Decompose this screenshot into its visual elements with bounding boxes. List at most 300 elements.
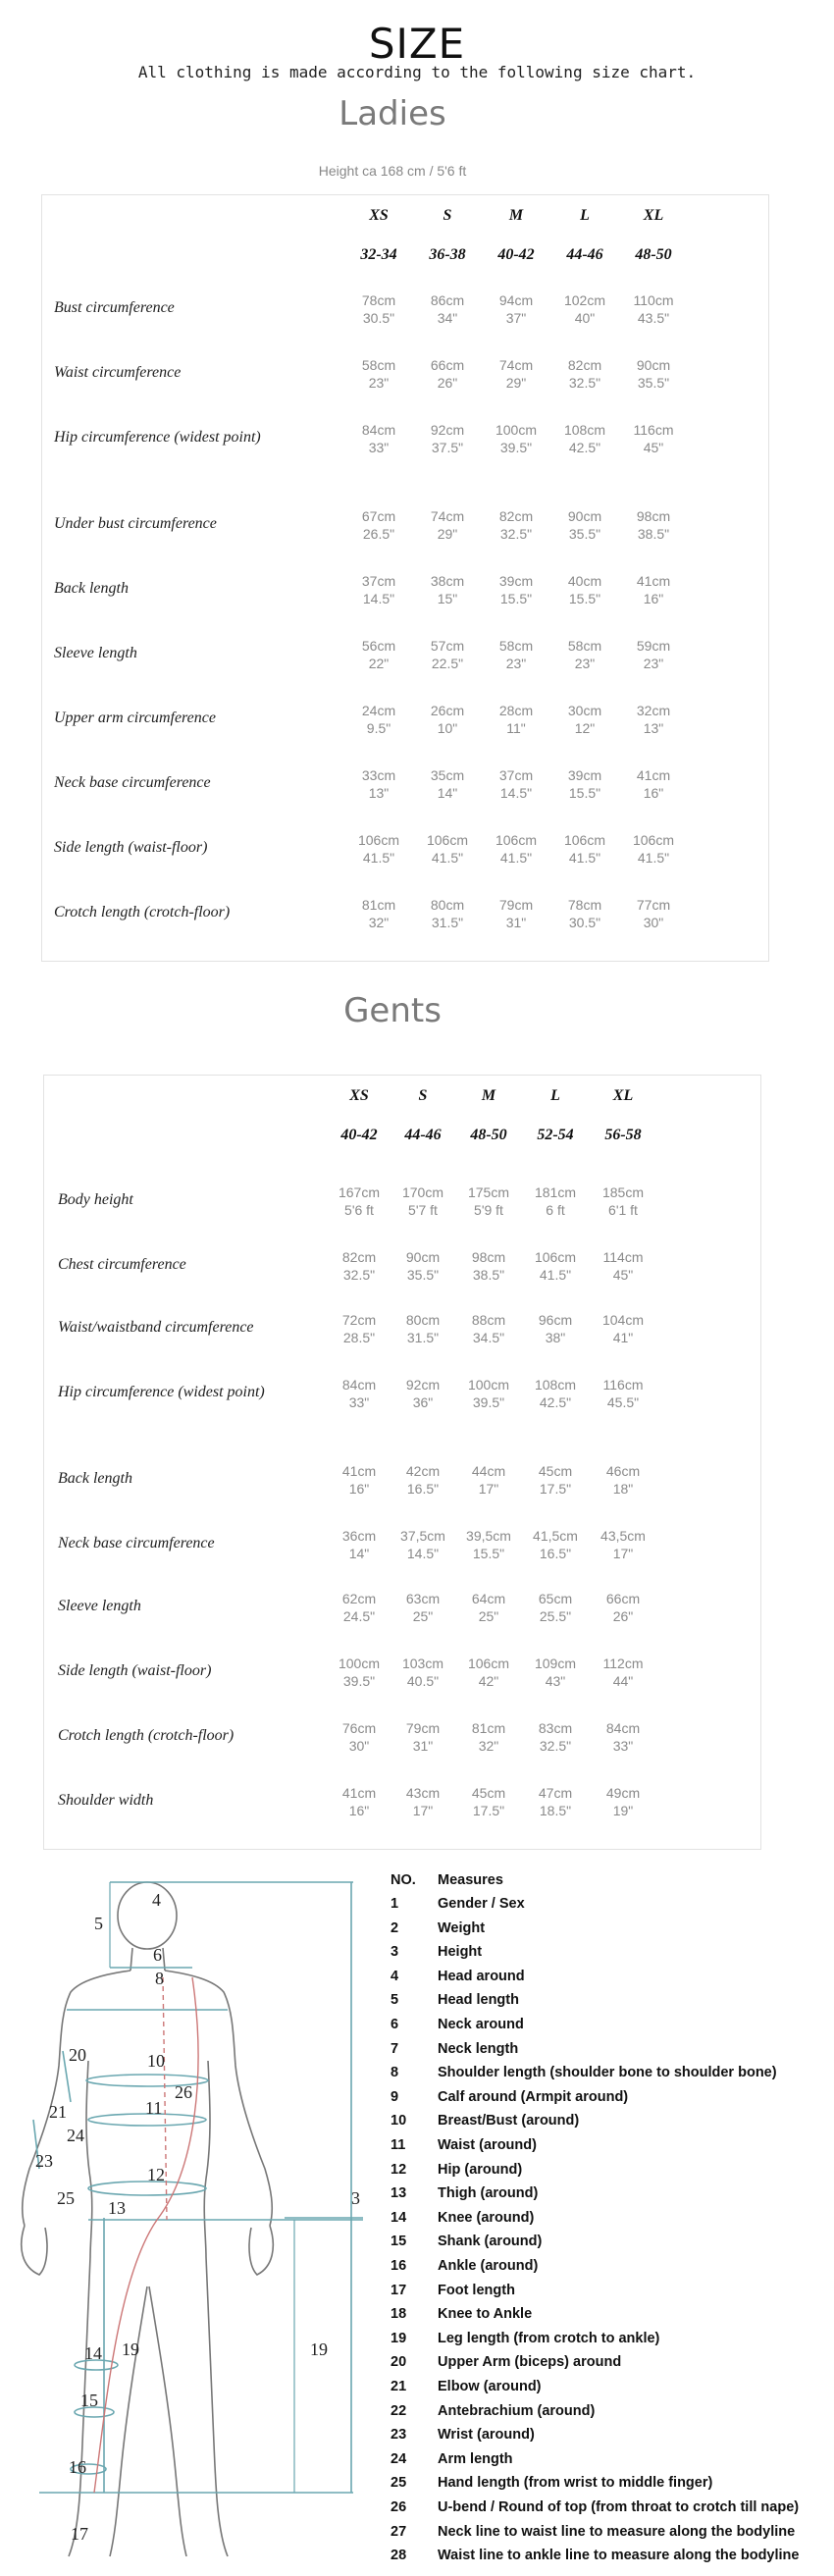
gents-cell-in: 39.5" [472, 1394, 505, 1410]
ladies-cell [614, 507, 693, 543]
gents-cell-cm: 36cm [341, 1528, 377, 1544]
measure-item-no: 4 [391, 1968, 399, 1984]
gents-size-number-xs: 40-42 [340, 1127, 378, 1143]
figure-label-14: 14 [84, 2343, 102, 2363]
ladies-cell [477, 896, 555, 931]
ladies-cell [614, 291, 693, 327]
gents-cell-in: 26" [612, 1608, 634, 1624]
ladies-cell-in: 15.5" [568, 591, 601, 606]
ladies-cell-cm: 30cm [567, 703, 602, 718]
ladies-cell-cm: 94cm [498, 292, 534, 308]
gents-cell-in: 5'6 ft [344, 1202, 374, 1218]
gents-title: Gents [343, 991, 442, 1030]
ladies-cell-in: 41.5" [499, 850, 533, 866]
gents-cell-in: 19" [612, 1803, 634, 1818]
gents-cell-cm: 79cm [405, 1720, 441, 1736]
ladies-row-label: Upper arm circumference [54, 710, 216, 726]
gents-size-s: S [418, 1087, 428, 1104]
ladies-cell [408, 507, 487, 543]
ladies-cell-cm: 74cm [498, 357, 534, 373]
ladies-cell-cm: 90cm [636, 357, 671, 373]
measure-item-no: 8 [391, 2065, 399, 2081]
ladies-cell [408, 831, 487, 867]
gents-cell-cm: 106cm [467, 1656, 510, 1671]
gents-cell-in: 24.5" [342, 1608, 376, 1624]
ladies-cell-in: 26.5" [362, 526, 395, 542]
ladies-cell [477, 702, 555, 737]
ladies-cell [339, 572, 418, 607]
ladies-size-number-s: 36-38 [429, 246, 466, 263]
ladies-cell [477, 356, 555, 392]
gents-cell-in: 40.5" [406, 1673, 440, 1689]
ladies-cell-cm: 57cm [430, 638, 465, 654]
ladies-cell-in: 43.5" [637, 310, 670, 326]
ladies-cell-cm: 82cm [498, 508, 534, 524]
measure-item-no: 21 [391, 2379, 407, 2394]
gents-row-label: Waist/waistband circumference [58, 1319, 254, 1336]
ladies-cell-in: 41.5" [431, 850, 464, 866]
ladies-cell-in: 41.5" [568, 850, 601, 866]
measure-item-no: 16 [391, 2258, 407, 2274]
measure-item-no: 7 [391, 2040, 399, 2057]
gents-cell-in: 35.5" [406, 1267, 440, 1283]
ladies-cell [614, 702, 693, 737]
gents-cell-in: 17.5" [472, 1803, 505, 1818]
measure-item-name: Arm length [438, 2450, 513, 2467]
measure-item-no: 23 [391, 2427, 407, 2444]
ladies-cell-cm: 78cm [361, 292, 396, 308]
measure-item-name: Neck around [438, 2017, 524, 2032]
ladies-cell-cm: 106cm [426, 832, 469, 848]
measure-item-no: 14 [391, 2209, 407, 2226]
ladies-cell-cm: 28cm [498, 703, 534, 718]
body-outline-diagram [0, 1855, 373, 2571]
gents-cell-cm: 98cm [471, 1249, 506, 1265]
gents-size-xl: XL [612, 1087, 634, 1104]
ladies-cell-in: 12" [574, 720, 596, 736]
measure-item-name: Ankle (around) [438, 2258, 539, 2274]
gents-cell-cm: 63cm [405, 1591, 441, 1606]
gents-size-l: L [550, 1087, 560, 1104]
ladies-row-label: Under bust circumference [54, 515, 217, 532]
gents-cell-cm: 116cm [602, 1377, 644, 1393]
ladies-cell-in: 30.5" [568, 915, 601, 930]
ladies-size-number-m: 40-42 [497, 246, 535, 263]
ladies-cell-in: 32.5" [568, 375, 601, 391]
ladies-size-s: S [443, 207, 452, 224]
ladies-cell [408, 766, 487, 802]
gents-cell [516, 1462, 595, 1498]
gents-cell-cm: 66cm [605, 1591, 641, 1606]
gents-cell-cm: 62cm [341, 1591, 377, 1606]
gents-size-m: M [481, 1087, 496, 1104]
gents-cell-in: 38.5" [472, 1267, 505, 1283]
measure-item-name: Head around [438, 1968, 525, 1984]
ladies-cell [614, 356, 693, 392]
gents-cell-in: 18" [612, 1481, 634, 1497]
gents-cell-cm: 181cm [534, 1184, 577, 1200]
ladies-cell-in: 35.5" [637, 375, 670, 391]
ladies-cell-cm: 90cm [567, 508, 602, 524]
figure-label-20: 20 [69, 2045, 86, 2065]
gents-cell [584, 1183, 662, 1219]
ladies-cell-cm: 66cm [430, 357, 465, 373]
ladies-cell-in: 26" [437, 375, 458, 391]
gents-cell-in: 42.5" [539, 1394, 572, 1410]
ladies-cell [546, 702, 624, 737]
gents-cell [516, 1183, 595, 1219]
measure-item-no: 27 [391, 2523, 407, 2540]
ladies-cell-in: 9.5" [366, 720, 391, 736]
gents-cell-cm: 41cm [341, 1785, 377, 1801]
gents-cell-in: 16" [348, 1481, 370, 1497]
gents-cell-cm: 112cm [602, 1656, 644, 1671]
ladies-cell [614, 896, 693, 931]
figure-label-19-left: 19 [122, 2339, 139, 2359]
ladies-cell-cm: 116cm [633, 422, 674, 438]
ladies-row-label: Sleeve length [54, 645, 137, 661]
ladies-cell-in: 38.5" [637, 526, 670, 542]
ladies-cell-in: 42.5" [568, 440, 601, 455]
ladies-cell-cm: 92cm [430, 422, 465, 438]
gents-size-number-l: 52-54 [537, 1127, 574, 1143]
ladies-cell [614, 637, 693, 672]
ladies-cell [546, 572, 624, 607]
ladies-row-label: Crotch length (crotch-floor) [54, 904, 231, 920]
ladies-row-label: Neck base circumference [54, 774, 211, 791]
ladies-row-label: Bust circumference [54, 299, 175, 316]
ladies-cell [614, 831, 693, 867]
gents-cell-cm: 114cm [602, 1249, 644, 1265]
figure-label-12: 12 [147, 2165, 165, 2184]
ladies-cell-in: 16" [643, 785, 664, 801]
gents-cell-in: 36" [412, 1394, 434, 1410]
measure-item-name: Waist (around) [438, 2137, 537, 2153]
gents-cell-in: 15.5" [472, 1546, 505, 1561]
gents-cell-cm: 170cm [401, 1184, 444, 1200]
measure-item-name: Knee to Ankle [438, 2306, 533, 2323]
gents-cell-cm: 47cm [538, 1785, 573, 1801]
gents-cell-cm: 65cm [538, 1591, 573, 1606]
measure-item-no: 12 [391, 2161, 407, 2178]
ladies-cell-in: 23" [574, 656, 596, 671]
ladies-cell [477, 766, 555, 802]
gents-cell-cm: 42cm [405, 1463, 441, 1479]
measure-item-name: Neck length [438, 2040, 519, 2057]
gents-cell-cm: 43,5cm [600, 1528, 646, 1544]
gents-cell-in: 25" [478, 1608, 499, 1624]
ladies-cell-cm: 86cm [430, 292, 465, 308]
ladies-cell-cm: 106cm [563, 832, 606, 848]
gents-cell [584, 1590, 662, 1625]
figure-label-4: 4 [152, 1890, 161, 1910]
gents-cell-cm: 96cm [538, 1312, 573, 1328]
gents-cell-cm: 100cm [338, 1656, 381, 1671]
ladies-cell-cm: 102cm [563, 292, 606, 308]
ladies-cell [408, 896, 487, 931]
ladies-cell-cm: 79cm [498, 897, 534, 913]
gents-cell-in: 17" [412, 1803, 434, 1818]
ladies-cell [408, 637, 487, 672]
gents-cell-cm: 185cm [601, 1184, 645, 1200]
measure-item-no: 26 [391, 2499, 407, 2515]
gents-cell [516, 1719, 595, 1755]
ladies-cell-cm: 35cm [430, 767, 465, 783]
gents-cell-in: 32.5" [539, 1738, 572, 1754]
gents-cell-in: 14.5" [406, 1546, 440, 1561]
ladies-size-xl: XL [643, 207, 664, 224]
gents-row-label: Crotch length (crotch-floor) [58, 1727, 235, 1744]
gents-cell-cm: 108cm [534, 1377, 577, 1393]
ladies-cell-cm: 32cm [636, 703, 671, 718]
gents-cell-in: 45" [612, 1267, 634, 1283]
ladies-cell [477, 572, 555, 607]
ladies-cell-cm: 80cm [430, 897, 465, 913]
ladies-cell-in: 31" [505, 915, 527, 930]
ladies-cell [339, 507, 418, 543]
ladies-cell-in: 35.5" [568, 526, 601, 542]
ladies-cell-cm: 26cm [430, 703, 465, 718]
measure-item-name: Upper Arm (biceps) around [438, 2354, 622, 2371]
ladies-cell [408, 356, 487, 392]
gents-cell-in: 14" [348, 1546, 370, 1561]
ladies-row-label: Waist circumference [54, 364, 182, 381]
gents-cell-cm: 76cm [341, 1720, 377, 1736]
ladies-cell-cm: 41cm [636, 573, 671, 589]
gents-cell-in: 25.5" [539, 1608, 572, 1624]
gents-cell [584, 1376, 662, 1411]
ladies-cell-in: 45" [643, 440, 664, 455]
ladies-cell-in: 14.5" [499, 785, 533, 801]
gents-cell-cm: 167cm [338, 1184, 381, 1200]
ladies-cell [339, 766, 418, 802]
measure-item-no: 22 [391, 2402, 407, 2419]
measure-item-no: 24 [391, 2450, 407, 2467]
figure-label-25: 25 [57, 2188, 75, 2208]
measure-item-no: 9 [391, 2088, 399, 2105]
ladies-cell-in: 15.5" [499, 591, 533, 606]
figure-label-11: 11 [145, 2098, 163, 2118]
ladies-cell-cm: 106cm [632, 832, 675, 848]
measure-item-no: 25 [391, 2475, 407, 2492]
ladies-cell [546, 896, 624, 931]
ladies-cell-in: 41.5" [637, 850, 670, 866]
measure-item-name: Height [438, 1944, 483, 1961]
measure-item-name: Elbow (around) [438, 2379, 542, 2394]
ladies-cell [339, 896, 418, 931]
gents-cell-cm: 84cm [605, 1720, 641, 1736]
measure-item-name: Foot length [438, 2282, 515, 2298]
page-title: SIZE [368, 20, 466, 68]
gents-row-label: Hip circumference (widest point) [58, 1384, 265, 1400]
gents-cell-cm: 37,5cm [400, 1528, 445, 1544]
ladies-cell-cm: 67cm [361, 508, 396, 524]
ladies-cell-cm: 74cm [430, 508, 465, 524]
gents-cell-cm: 175cm [467, 1184, 510, 1200]
ladies-cell-in: 10" [437, 720, 458, 736]
page-subtitle: All clothing is made according to the following size chart. [137, 63, 697, 81]
gents-cell [584, 1462, 662, 1498]
gents-cell-cm: 44cm [471, 1463, 506, 1479]
gents-cell [516, 1311, 595, 1346]
gents-cell [584, 1784, 662, 1819]
ladies-cell-cm: 82cm [567, 357, 602, 373]
gents-cell-cm: 49cm [605, 1785, 641, 1801]
gents-cell [516, 1376, 595, 1411]
ladies-cell-cm: 58cm [567, 638, 602, 654]
ladies-cell [477, 831, 555, 867]
measure-item-no: 19 [391, 2330, 407, 2346]
ladies-cell-cm: 108cm [563, 422, 606, 438]
figure-label-19-right: 19 [310, 2339, 328, 2359]
ladies-cell-in: 32" [368, 915, 390, 930]
ladies-cell-cm: 106cm [495, 832, 538, 848]
gents-cell-in: 41" [612, 1330, 634, 1345]
ladies-cell [546, 291, 624, 327]
gents-cell-cm: 84cm [341, 1377, 377, 1393]
gents-cell-in: 6 ft [546, 1202, 565, 1218]
gents-cell-in: 41.5" [539, 1267, 572, 1283]
gents-cell-cm: 88cm [471, 1312, 506, 1328]
ladies-cell-in: 33" [368, 440, 390, 455]
gents-cell-in: 5'7 ft [408, 1202, 438, 1218]
ladies-cell [408, 572, 487, 607]
ladies-height-note: Height ca 168 cm / 5'6 ft [318, 163, 467, 179]
ladies-cell-cm: 84cm [361, 422, 396, 438]
gents-cell-cm: 46cm [605, 1463, 641, 1479]
measure-item-name: U-bend / Round of top (from throat to crotch till nape) [438, 2499, 800, 2515]
gents-size-number-s: 44-46 [404, 1127, 442, 1143]
ladies-cell-cm: 58cm [498, 638, 534, 654]
gents-cell-in: 16.5" [539, 1546, 572, 1561]
ladies-cell-in: 14.5" [362, 591, 395, 606]
gents-cell [516, 1784, 595, 1819]
gents-cell-in: 32.5" [342, 1267, 376, 1283]
measure-item-no: 18 [391, 2306, 407, 2323]
gents-row-label: Side length (waist-floor) [58, 1662, 212, 1679]
ladies-cell-cm: 110cm [633, 292, 674, 308]
gents-cell-cm: 43cm [405, 1785, 441, 1801]
measure-item-no: 11 [391, 2137, 406, 2153]
gents-cell-in: 34.5" [472, 1330, 505, 1345]
measure-item-no: 28 [391, 2548, 407, 2564]
ladies-cell-in: 32.5" [499, 526, 533, 542]
gents-size-xs: XS [349, 1087, 369, 1104]
gents-row-label: Neck base circumference [58, 1535, 215, 1551]
gents-cell-in: 5'9 ft [474, 1202, 503, 1218]
measure-item-name: Shank (around) [438, 2234, 543, 2250]
ladies-cell-cm: 39cm [498, 573, 534, 589]
ladies-cell-in: 37.5" [431, 440, 464, 455]
measure-item-no: 15 [391, 2234, 407, 2250]
ladies-cell-in: 23" [368, 375, 390, 391]
ladies-cell-in: 13" [643, 720, 664, 736]
ladies-cell [339, 356, 418, 392]
measure-item-name: Weight [438, 1919, 486, 1936]
gents-cell-cm: 80cm [405, 1312, 441, 1328]
ladies-cell-cm: 56cm [361, 638, 396, 654]
gents-cell-in: 6'1 ft [608, 1202, 638, 1218]
measure-item-name: Calf around (Armpit around) [438, 2088, 629, 2105]
ladies-cell-in: 16" [643, 591, 664, 606]
ladies-cell [339, 637, 418, 672]
ladies-cell [614, 766, 693, 802]
gents-cell [584, 1719, 662, 1755]
measure-item-no: 3 [391, 1944, 399, 1961]
ladies-cell-cm: 40cm [567, 573, 602, 589]
measure-item-name: Antebrachium (around) [438, 2402, 596, 2419]
ladies-cell-in: 39.5" [499, 440, 533, 455]
ladies-cell-in: 22.5" [431, 656, 464, 671]
ladies-cell [614, 421, 693, 456]
measure-item-name: Head length [438, 1992, 519, 2009]
ladies-cell-cm: 106cm [357, 832, 400, 848]
ladies-cell-cm: 38cm [430, 573, 465, 589]
figure-label-13: 13 [108, 2198, 126, 2218]
gents-cell-in: 18.5" [539, 1803, 572, 1818]
body-measurement-figure [0, 1855, 373, 2571]
ladies-cell-in: 23" [505, 656, 527, 671]
figure-label-23: 23 [35, 2151, 53, 2171]
ladies-cell [339, 291, 418, 327]
ladies-size-l: L [580, 207, 590, 224]
gents-cell-in: 17" [478, 1481, 499, 1497]
gents-cell-cm: 64cm [471, 1591, 506, 1606]
ladies-cell-in: 34" [437, 310, 458, 326]
measure-item-name: Breast/Bust (around) [438, 2113, 580, 2129]
gents-cell-in: 44" [612, 1673, 634, 1689]
gents-cell [584, 1248, 662, 1284]
ladies-cell [614, 572, 693, 607]
ladies-cell-in: 30.5" [362, 310, 395, 326]
gents-cell-in: 45.5" [606, 1394, 640, 1410]
gents-cell-in: 25" [412, 1608, 434, 1624]
measure-item-no: 20 [391, 2354, 407, 2371]
measure-item-name: Neck line to waist line to measure along the bodyline [438, 2523, 796, 2540]
figure-label-24: 24 [67, 2126, 84, 2145]
gents-cell [516, 1248, 595, 1284]
ladies-cell-in: 31.5" [431, 915, 464, 930]
ladies-cell [546, 507, 624, 543]
ladies-cell-in: 15" [437, 591, 458, 606]
ladies-cell-cm: 37cm [498, 767, 534, 783]
gents-cell [584, 1527, 662, 1562]
measure-item-name: Hip (around) [438, 2161, 523, 2178]
measure-item-no: 17 [391, 2282, 407, 2298]
figure-label-8: 8 [155, 1969, 164, 1988]
gents-cell-in: 31.5" [406, 1330, 440, 1345]
ladies-cell-cm: 39cm [567, 767, 602, 783]
gents-cell-cm: 39,5cm [466, 1528, 511, 1544]
gents-cell-in: 43" [545, 1673, 566, 1689]
ladies-cell-in: 37" [505, 310, 527, 326]
gents-cell-cm: 45cm [538, 1463, 573, 1479]
gents-cell-cm: 72cm [341, 1312, 377, 1328]
ladies-cell [477, 291, 555, 327]
figure-label-5: 5 [94, 1914, 103, 1933]
gents-cell-in: 38" [545, 1330, 566, 1345]
ladies-cell-in: 41.5" [362, 850, 395, 866]
ladies-cell-cm: 78cm [567, 897, 602, 913]
ladies-cell [477, 421, 555, 456]
ladies-cell [546, 831, 624, 867]
measure-item-name: Shoulder length (shoulder bone to shoulder bone) [438, 2065, 777, 2081]
ladies-cell-cm: 98cm [636, 508, 671, 524]
ladies-size-m: M [508, 207, 524, 224]
measure-item-no: 13 [391, 2185, 407, 2202]
gents-cell-in: 30" [348, 1738, 370, 1754]
gents-cell-cm: 82cm [341, 1249, 377, 1265]
